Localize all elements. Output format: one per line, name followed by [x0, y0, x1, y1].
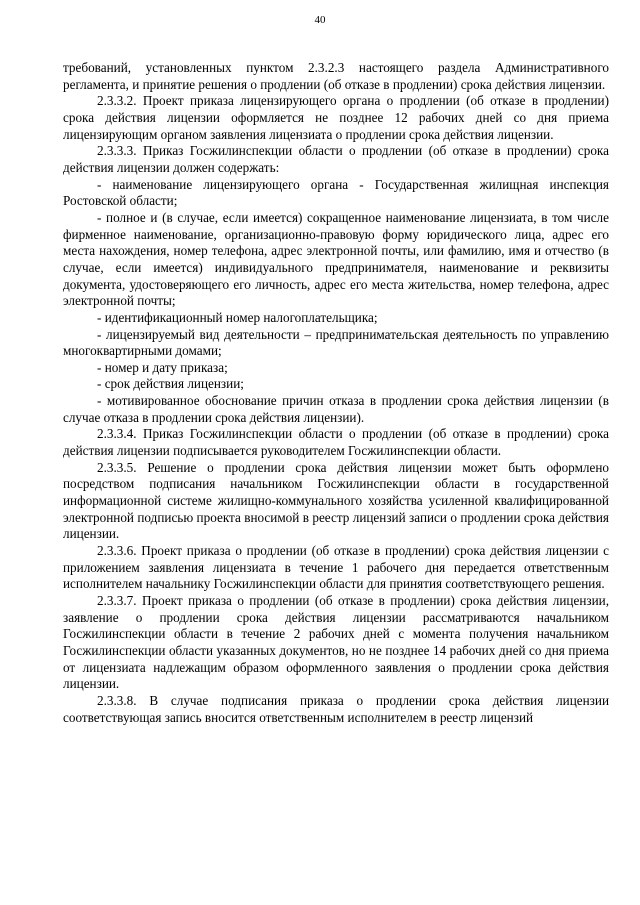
document-body — [63, 60, 609, 726]
list-item-tax-id: - идентификационный номер налогоплательщика; — [97, 309, 378, 325]
paragraph-2-3-3-5: 2.3.3.5. Решение о продлении срока действия лицензии может быть оформлено посредством подписания начальником Госжилинспекции области в государственной информационной системе жилищно-коммунального хозяйства усиленной квалифицированной электронной подписью проекта вносимой в реестр лицензий записи о продлении срока действия лицензии. — [63, 459, 609, 542]
page-number: 40 — [314, 14, 326, 26]
paragraph-2-3-3-2: 2.3.3.2. Проект приказа лицензирующего органа о продлении (об отказе в продлении) срока действия лицензии оформляется не позднее 12 рабочих дней со дня приема лицензирующим органом заявления лицензиата о продлении срока действия лицензии. — [63, 93, 609, 142]
paragraph-continuation: требований, установленных пунктом 2.3.2.3 настоящего раздела Административного регламента, и принятие решения о продлении (об отказе в продлении) срока действия лицензии. — [63, 60, 609, 92]
paragraph-2-3-3-3: 2.3.3.3. Приказ Госжилинспекции области о продлении (об отказе в продлении) срока действия лицензии должен содержать: — [63, 143, 609, 175]
list-item-order-number-date: - номер и дату приказа; — [97, 359, 228, 375]
list-item-license-term: - срок действия лицензии; — [97, 376, 244, 392]
paragraph-2-3-3-4: 2.3.3.4. Приказ Госжилинспекции области о продлении (об отказе в продлении) срока действия лицензии подписывается руководителем Госжилинспекции области. — [63, 426, 609, 459]
paragraph-2-3-3-7: 2.3.3.7. Проект приказа о продлении (об отказе в продлении) срока действия лицензии, заявление о продлении срока действия лицензии рассматриваются начальником Госжилинспекции области в течение 2 рабочих дней с момента получения начальником Госжилинспекции области указанных документов, но не позднее 14 рабочих дней со дня приема от лицензиата надлежащим образом оформленного заявления о продлении срока действия лицензии. — [63, 593, 609, 692]
list-item-licensing-body: - наименование лицензирующего органа - Государственная жилищная инспекция Ростовской области; — [63, 176, 609, 209]
paragraph-2-3-3-6: 2.3.3.6. Проект приказа о продлении (об отказе в продлении) срока действия лицензии с приложением заявления лицензиата в течение 1 рабочего дня передается ответственным исполнителем начальнику Госжилинспекции области для принятия соответствующего решения. — [63, 543, 609, 592]
list-item-activity-type: - лицензируемый вид деятельности – предпринимательская деятельность по управлению многоквартирными домами; — [63, 326, 609, 359]
list-item-licensee-name: - полное и (в случае, если имеется) сокращенное наименование лицензиата, в том числе фирменное наименование, организационно-правовую форму юридического лица, адрес его места нахождения, номер телефона, адрес электронной почты, или фамилию, имя и отчество (в случае, если имеется) индивидуального предпринимателя, наименование и реквизиты документа, удостоверяющего его личность, адрес его места жительства, номер телефона, адрес электронной почты; — [63, 209, 609, 309]
paragraph-2-3-3-8: 2.3.3.8. В случае подписания приказа о продлении срока действия лицензии соответствующая запись вносится ответственным исполнителем в реестр лицензий — [63, 692, 609, 725]
list-item-refusal-reason: - мотивированное обоснование причин отказа в продлении срока действия лицензии (в случае отказа в продлении срока действия лицензии). — [63, 393, 609, 425]
